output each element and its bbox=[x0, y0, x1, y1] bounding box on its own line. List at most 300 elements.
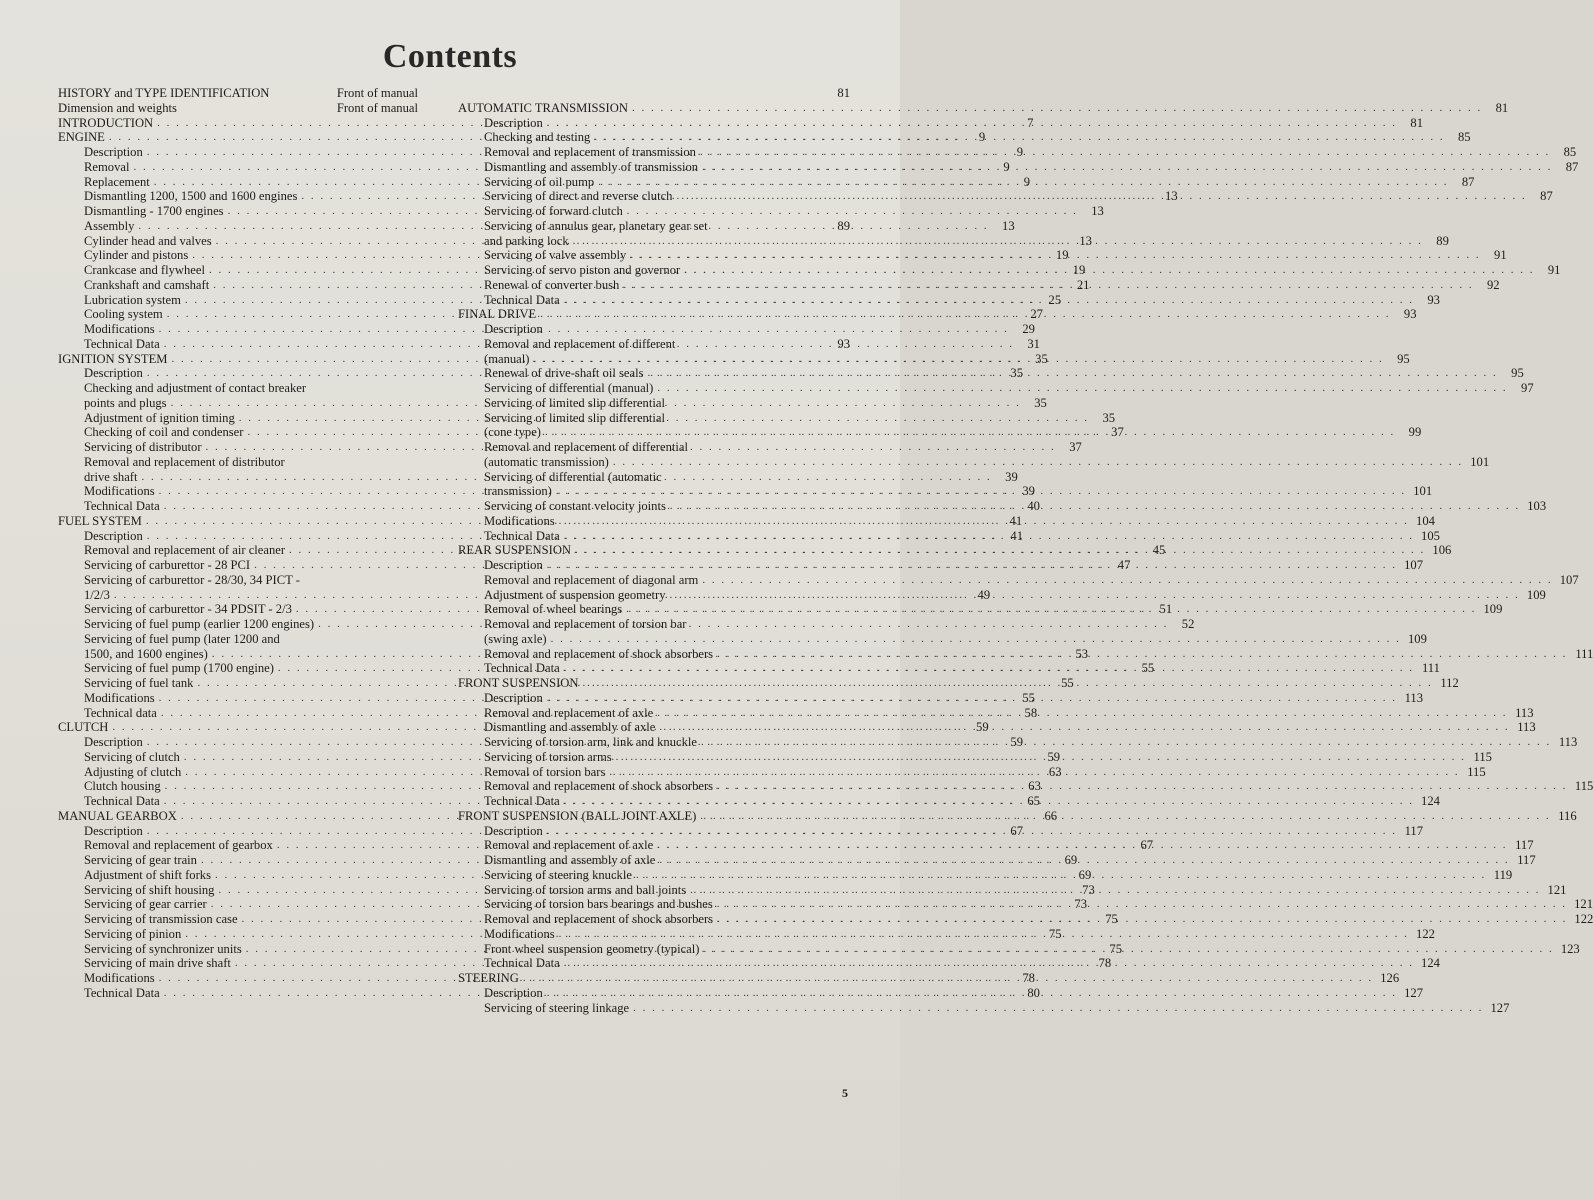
toc-leader-dots bbox=[717, 897, 1567, 912]
toc-page-number: 121 bbox=[1547, 882, 1567, 897]
toc-page-number: 113 bbox=[1515, 705, 1534, 720]
toc-page-number: 58 bbox=[1024, 705, 1038, 720]
toc-entry-title: Servicing of constant velocity joints bbox=[484, 499, 666, 513]
toc-entry-title: FRONT SUSPENSION bbox=[458, 676, 579, 690]
toc-leader-dots bbox=[547, 986, 1397, 1001]
toc-page-number: 78 bbox=[1098, 956, 1112, 971]
toc-subsection-entry bbox=[458, 130, 1471, 145]
toc-entry-title: Modifications bbox=[484, 513, 555, 528]
toc-entry-title: FRONT SUSPENSION (BALL JOINT AXLE) bbox=[458, 808, 697, 823]
toc-leader-dots bbox=[583, 676, 1433, 691]
toc-page-number: 35 bbox=[1034, 395, 1047, 410]
toc-entry-title: Servicing of differential (manual) bbox=[484, 381, 654, 395]
toc-page-number: 69 bbox=[1064, 853, 1078, 867]
toc-page-number: 117 bbox=[1515, 838, 1534, 853]
toc-entry-title: Servicing of gear carrier bbox=[84, 897, 207, 912]
toc-leader-dots bbox=[523, 971, 1373, 986]
toc-page-number: 107 bbox=[1559, 572, 1579, 587]
toc-page-number: 103 bbox=[1527, 499, 1547, 513]
toc-leader-dots bbox=[545, 425, 1395, 440]
toc-entry-title: AUTOMATIC TRANSMISSION bbox=[458, 100, 628, 115]
toc-leader-dots bbox=[657, 838, 1507, 853]
toc-leader-dots bbox=[564, 529, 1414, 544]
toc-page-number: 91 bbox=[1494, 248, 1507, 263]
toc-leader-dots bbox=[626, 602, 1476, 617]
toc-entry-title: Clutch housing bbox=[84, 779, 161, 794]
toc-entry-title: (swing axle) bbox=[484, 631, 547, 646]
toc-leader-dots bbox=[547, 824, 1397, 839]
toc-leader-dots bbox=[717, 647, 1567, 662]
toc-entry-title: Crankcase and flywheel bbox=[84, 263, 205, 277]
toc-entry-title: ENGINE bbox=[58, 130, 105, 145]
toc-leader-dots bbox=[547, 116, 1397, 131]
toc-entry-title: Modifications bbox=[84, 690, 155, 705]
toc-leader-dots bbox=[616, 750, 1466, 765]
toc-leader-dots bbox=[684, 263, 1534, 278]
toc-leader-dots bbox=[564, 661, 1414, 676]
toc-leader-dots bbox=[717, 779, 1567, 794]
toc-page-number: 117 bbox=[1517, 853, 1536, 867]
toc-page-number: 55 bbox=[1141, 661, 1155, 676]
toc-leader-dots bbox=[609, 765, 1459, 780]
toc-leader-dots bbox=[564, 956, 1414, 971]
toc-leader-dots bbox=[647, 366, 1497, 381]
toc-subsection-entry bbox=[458, 631, 1427, 647]
toc-entry-title: Cooling system bbox=[84, 307, 163, 322]
toc-entry-title: (manual) bbox=[484, 351, 530, 366]
toc-leader-dots bbox=[630, 248, 1480, 263]
toc-entry-title: Servicing of steering linkage bbox=[484, 1000, 630, 1015]
toc-entry-title: Servicing of fuel tank bbox=[84, 676, 194, 690]
toc-subsection-entry bbox=[58, 632, 418, 647]
toc-entry-title: Servicing of gear train bbox=[84, 853, 197, 867]
toc-leader-dots bbox=[659, 720, 1509, 735]
toc-entry-title: Servicing of torsion arms bbox=[484, 749, 612, 764]
toc-entry-title: Servicing of pinion bbox=[84, 926, 182, 941]
toc-page-number: 37 bbox=[1069, 440, 1082, 454]
toc-entry-title: Servicing of shift housing bbox=[84, 882, 215, 897]
toc-subsection-entry bbox=[58, 794, 1040, 809]
toc-leader-dots bbox=[659, 853, 1509, 868]
toc-subsection-entry bbox=[458, 145, 1577, 160]
toc-page-number: 39 bbox=[1022, 484, 1035, 499]
toc-section-entry bbox=[58, 86, 418, 101]
toc-entry-title: Removal of wheel bearings bbox=[484, 602, 623, 617]
toc-page-number: 40 bbox=[1027, 499, 1040, 513]
toc-entry-title: Front wheel suspension geometry (typical) bbox=[484, 941, 700, 956]
toc-entry-title: Removal and replacement of different bbox=[484, 336, 676, 351]
toc-page-number: 9 bbox=[1023, 174, 1030, 189]
toc-entry-title: Removal and replacement of transmission bbox=[484, 145, 696, 159]
toc-subsection-entry bbox=[458, 204, 850, 219]
toc-entry-title: Removal of torsion bars bbox=[484, 764, 606, 779]
toc-entry-title: Adjusting of clutch bbox=[84, 764, 182, 779]
toc-page-number: 93 bbox=[1427, 292, 1440, 307]
toc-page-number: 112 bbox=[1440, 676, 1459, 690]
toc-leader-dots bbox=[594, 130, 1444, 145]
toc-entry-title: Description bbox=[484, 985, 543, 1000]
toc-subsection-entry bbox=[458, 174, 1475, 190]
toc-entry-title: Technical Data bbox=[84, 794, 160, 808]
toc-entry-title: Technical Data bbox=[84, 499, 160, 513]
toc-entry-title: Servicing of torsion bars bearings and bushes bbox=[484, 897, 713, 912]
toc-page-number: 115 bbox=[1473, 749, 1492, 764]
toc-entry-title: Modifications bbox=[84, 322, 155, 336]
toc-leader-dots bbox=[670, 499, 1520, 514]
toc-page-number: 45 bbox=[1152, 543, 1166, 558]
toc-entry-title: Technical Data bbox=[484, 956, 560, 971]
toc-entry-title: Removal and replacement of diagonal arm bbox=[484, 572, 699, 587]
toc-entry-title: Modifications bbox=[484, 926, 555, 941]
toc-entry-title: Servicing of differential (automatic bbox=[484, 469, 662, 484]
toc-leader-dots bbox=[676, 189, 1526, 204]
toc-page-number: 111 bbox=[1575, 646, 1593, 661]
toc-entry-title: Technical data bbox=[84, 705, 157, 720]
toc-page-number: 124 bbox=[1421, 794, 1440, 808]
toc-page-number: 51 bbox=[1159, 602, 1173, 617]
toc-entry-title: Dimension and weights bbox=[58, 100, 177, 115]
toc-subsection-entry bbox=[458, 411, 850, 426]
toc-page-number: Front of manual bbox=[336, 100, 418, 115]
toc-entry-title: Servicing of fuel pump (1700 engine) bbox=[84, 661, 274, 676]
toc-page-number: 123 bbox=[1560, 941, 1580, 956]
toc-page-number: 13 bbox=[1165, 189, 1178, 204]
toc-entry-title: Servicing of torsion arm, link and knuckle bbox=[484, 735, 697, 749]
toc-entry-title: (automatic transmission) bbox=[484, 454, 609, 469]
toc-entry-title: Removal and replacement of gearbox bbox=[84, 838, 273, 853]
toc-page-number: 41 bbox=[1010, 528, 1024, 543]
toc-page-number: 59 bbox=[976, 720, 989, 735]
toc-entry-title: FUEL SYSTEM bbox=[58, 513, 142, 528]
page-title: Contents bbox=[382, 38, 518, 75]
toc-section-entry bbox=[58, 101, 418, 116]
toc-entry-title: Technical Data bbox=[484, 292, 560, 307]
toc-page-number: 85 bbox=[1457, 130, 1471, 145]
toc-page-number: 116 bbox=[1558, 808, 1577, 823]
toc-entry-title: Servicing of carburettor - 34 PDSIT - 2/3 bbox=[84, 602, 292, 617]
toc-leader-dots bbox=[564, 293, 1414, 308]
toc-page-number: 75 bbox=[1048, 926, 1062, 941]
toc-entry-title: Description bbox=[484, 690, 543, 705]
toc-leader-dots bbox=[613, 455, 1463, 470]
toc-entry-title: Technical Data bbox=[84, 336, 160, 351]
toc-entry-title: Servicing of fuel pump (later 1200 and bbox=[84, 631, 280, 646]
toc-page-number: 101 bbox=[1413, 484, 1433, 499]
toc-entry-title: MANUAL GEARBOX bbox=[58, 808, 177, 823]
toc-subsection-entry bbox=[458, 1000, 1510, 1016]
toc-entry-title: INTRODUCTION bbox=[58, 115, 154, 130]
toc-entry-title: 1500, and 1600 engines) bbox=[84, 646, 208, 661]
toc-entry-title: Removal and replacement of shock absorbers bbox=[484, 646, 714, 661]
toc-subsection-entry bbox=[458, 337, 850, 352]
toc-entry-title: Dismantling 1200, 1500 and 1600 engines bbox=[84, 189, 298, 204]
toc-page-number: 63 bbox=[1048, 764, 1062, 779]
toc-entry-title: Servicing of limited slip differential bbox=[484, 395, 665, 410]
toc-page-number: 106 bbox=[1432, 543, 1452, 558]
toc-page-number: 73 bbox=[1074, 897, 1087, 912]
toc-page-number: 127 bbox=[1490, 1000, 1510, 1015]
toc-page-number: 59 bbox=[1047, 749, 1061, 764]
toc-subsection-entry bbox=[458, 572, 1579, 588]
toc-page-number: 81 bbox=[1495, 100, 1509, 115]
toc-leader-dots bbox=[540, 307, 1390, 322]
toc-page-number: 107 bbox=[1404, 558, 1424, 572]
toc-entry-title: Adjustment of ignition timing bbox=[84, 410, 235, 425]
toc-page-number: 87 bbox=[1565, 159, 1579, 174]
toc-entry-title: Dismantling and assembly of axle bbox=[484, 720, 656, 735]
toc-leader-dots bbox=[717, 912, 1567, 927]
toc-page-number: 113 bbox=[1558, 735, 1578, 749]
toc-subsection-entry bbox=[458, 617, 850, 632]
toc-entry-title: Servicing of direct and reverse clutch bbox=[484, 189, 673, 204]
toc-leader-dots bbox=[700, 145, 1550, 160]
toc-leader-dots bbox=[701, 735, 1551, 750]
toc-entry-title: Description bbox=[484, 115, 543, 130]
toc-page-number: 13 bbox=[1091, 204, 1104, 218]
toc-entry-title: Cylinder head and valves bbox=[84, 233, 212, 248]
toc-leader-dots bbox=[559, 927, 1409, 942]
toc-page-number: 67 bbox=[1010, 823, 1024, 838]
toc-entry-title: Replacement bbox=[84, 174, 150, 189]
toc-leader-dots bbox=[573, 234, 1423, 249]
toc-entry-title: Servicing of distributor bbox=[84, 440, 202, 454]
toc-subsection-entry bbox=[58, 381, 418, 396]
toc-entry-title: Removal bbox=[84, 159, 130, 174]
toc-entry-title: Dismantling and assembly of transmission bbox=[484, 159, 699, 174]
toc-subsection-entry bbox=[458, 454, 1490, 470]
toc-leader-dots bbox=[559, 514, 1409, 529]
toc-page-number: 9 bbox=[1016, 145, 1024, 159]
toc-entry-title: REAR SUSPENSION bbox=[458, 543, 572, 558]
toc-entry-title: Servicing of annulus gear, planetary gear set bbox=[484, 218, 708, 233]
toc-page-number: 87 bbox=[1540, 189, 1553, 204]
toc-page-number: 95 bbox=[1397, 351, 1410, 366]
toc-page-number: 93 bbox=[837, 336, 850, 351]
toc-page-number: 113 bbox=[1517, 720, 1536, 735]
toc-page-number: 124 bbox=[1421, 956, 1440, 971]
toc-page-number: 109 bbox=[1526, 587, 1546, 602]
toc-page-number: 122 bbox=[1574, 912, 1593, 926]
toc-page-number: 113 bbox=[1404, 690, 1424, 705]
toc-leader-dots bbox=[533, 352, 1383, 367]
toc-page-number: 27 bbox=[1030, 307, 1043, 322]
toc-entry-title: transmission) bbox=[484, 484, 552, 499]
toc-entry-title: Modifications bbox=[84, 484, 155, 499]
toc-page-number: 55 bbox=[1061, 676, 1074, 690]
toc-entry-title: Cylinder and pistons bbox=[84, 248, 189, 263]
toc-page-number: 80 bbox=[1027, 985, 1040, 1000]
toc-leader-dots bbox=[703, 942, 1553, 957]
toc-entry-title: Checking of coil and condenser bbox=[84, 425, 244, 440]
toc-entry-title: Removal and replacement of axle bbox=[484, 838, 654, 853]
toc-entry-title: Servicing of main drive shaft bbox=[84, 956, 231, 971]
toc-entry-title: Servicing of steering knuckle bbox=[484, 867, 632, 882]
toc-page-number: 13 bbox=[1079, 233, 1092, 248]
toc-entry-title: Adjustment of suspension geometry bbox=[484, 587, 666, 602]
toc-leader-dots bbox=[564, 794, 1414, 809]
toc-page-number: 37 bbox=[1111, 425, 1124, 440]
toc-entry-title: points and plugs bbox=[84, 395, 167, 410]
toc-entry-title: Removal and replacement of torsion bar bbox=[484, 617, 687, 631]
toc-entry-title: Servicing of transmission case bbox=[84, 912, 238, 926]
toc-page-number: 104 bbox=[1416, 513, 1435, 528]
toc-subsection-entry bbox=[458, 396, 850, 411]
toc-leader-dots bbox=[547, 558, 1397, 573]
toc-page-number: 65 bbox=[1027, 794, 1040, 808]
toc-page-number: 55 bbox=[1022, 690, 1035, 705]
toc-page-number: 81 bbox=[1410, 115, 1424, 130]
toc-entry-title: IGNITION SYSTEM bbox=[58, 351, 168, 366]
toc-entry-title: Servicing of fuel pump (earlier 1200 engines) bbox=[84, 617, 315, 631]
toc-page-number: 69 bbox=[1078, 867, 1092, 882]
toc-section-entry bbox=[458, 86, 850, 101]
toc-entry-title: HISTORY and TYPE IDENTIFICATION bbox=[58, 86, 270, 100]
toc-page-number: 92 bbox=[1487, 277, 1500, 292]
toc-entry-title: Servicing of limited slip differential bbox=[484, 410, 665, 425]
toc-entry-title: Description bbox=[484, 322, 543, 336]
toc-entry-title: Servicing of valve assembly bbox=[484, 248, 627, 263]
toc-page-number: 52 bbox=[1181, 617, 1195, 631]
toc-page-number: 121 bbox=[1574, 897, 1593, 912]
toc-page-number: 67 bbox=[1140, 838, 1154, 853]
toc-page-number: 109 bbox=[1483, 602, 1503, 617]
toc-page-number: 21 bbox=[1076, 277, 1090, 292]
toc-entry-title: Adjustment of shift forks bbox=[84, 867, 211, 882]
toc-page-number: 75 bbox=[1105, 912, 1118, 926]
toc-entry-title: STEERING bbox=[458, 971, 519, 985]
toc-entry-title: Renewal of drive-shaft oil seals bbox=[484, 366, 644, 381]
toc-entry-title: Description bbox=[484, 558, 543, 572]
toc-page-number: 122 bbox=[1416, 926, 1435, 941]
toc-entry-title: Removal and replacement of axle bbox=[484, 705, 654, 720]
toc-page-number: 31 bbox=[1027, 336, 1040, 351]
toc-subsection-entry bbox=[58, 823, 1024, 839]
toc-subsection-entry bbox=[458, 381, 1534, 396]
toc-subsection-entry bbox=[458, 159, 1579, 175]
toc-page-number: Front of manual bbox=[336, 86, 418, 100]
toc-page-number: 119 bbox=[1493, 867, 1513, 882]
toc-entry-title: Technical Data bbox=[84, 985, 160, 1000]
toc-page-number: 53 bbox=[1075, 646, 1089, 661]
toc-entry-title: Technical Data bbox=[484, 528, 560, 543]
toc-subsection-entry bbox=[458, 115, 1424, 131]
toc-entry-title: Assembly bbox=[84, 218, 135, 233]
toc-page-number: 49 bbox=[977, 587, 991, 602]
toc-entry-title: Lubrication system bbox=[84, 292, 181, 307]
toc-page-number: 35 bbox=[1010, 366, 1024, 381]
toc-entry-title: (cone type) bbox=[484, 425, 541, 440]
toc-page-number: 47 bbox=[1117, 558, 1131, 572]
toc-entry-title: Removal and replacement of distributor bbox=[84, 454, 285, 469]
toc-entry-title: and parking lock bbox=[484, 233, 569, 248]
toc-entry-title: Checking and testing bbox=[484, 130, 591, 145]
toc-leader-dots bbox=[636, 868, 1486, 883]
toc-page-number: 85 bbox=[1563, 145, 1577, 159]
toc-page-number: 39 bbox=[1005, 469, 1018, 484]
toc-page-number: 105 bbox=[1421, 528, 1440, 543]
toc-leader-dots bbox=[690, 883, 1540, 898]
toc-page-number: 93 bbox=[1403, 307, 1417, 322]
toc-page-number: 89 bbox=[837, 218, 850, 233]
toc-section-entry bbox=[458, 100, 1509, 116]
toc-page-number: 63 bbox=[1028, 779, 1041, 794]
toc-entry-title: FINAL DRIVE bbox=[458, 307, 537, 322]
toc-subsection-entry bbox=[458, 440, 850, 455]
toc-subsection-entry bbox=[458, 219, 850, 234]
toc-leader-dots bbox=[657, 706, 1507, 721]
toc-page-number: 13 bbox=[1002, 218, 1015, 233]
toc-page-number: 115 bbox=[1467, 764, 1486, 779]
toc-page-number: 99 bbox=[1408, 425, 1422, 440]
toc-page-number: 95 bbox=[1511, 366, 1524, 381]
toc-entry-title: Removal and replacement of air cleaner bbox=[84, 543, 286, 558]
toc-page-number: 19 bbox=[1055, 248, 1069, 263]
toc-entry-title: Description bbox=[84, 528, 143, 543]
toc-page-number: 9 bbox=[1003, 159, 1010, 174]
toc-page-number: 25 bbox=[1048, 292, 1062, 307]
toc-subsection-entry bbox=[58, 455, 418, 470]
toc-page-number: 29 bbox=[1022, 322, 1035, 336]
toc-page-number: 89 bbox=[1436, 233, 1449, 248]
toc-leader-dots bbox=[556, 484, 1406, 499]
toc-page-number: 126 bbox=[1380, 971, 1400, 985]
toc-entry-title: Checking and adjustment of contact breaker bbox=[84, 381, 307, 395]
toc-entry-title: Servicing of forward clutch bbox=[484, 204, 623, 218]
toc-leader-dots bbox=[598, 175, 1448, 190]
toc-leader-dots bbox=[702, 160, 1552, 175]
page-number: 5 bbox=[842, 1086, 848, 1100]
toc-page-number: 19 bbox=[1072, 263, 1086, 277]
toc-entry-title: Servicing of carburettor - 28/30, 34 PICT - bbox=[84, 572, 300, 587]
toc-page-number: 109 bbox=[1407, 631, 1427, 646]
toc-leader-dots bbox=[657, 381, 1507, 396]
toc-entry-title: Removal and replacement of shock absorbers bbox=[484, 779, 714, 794]
toc-entry-title: Servicing of clutch bbox=[84, 749, 180, 764]
toc-page-number: 73 bbox=[1082, 882, 1095, 897]
toc-entry-title: Modifications bbox=[84, 971, 155, 985]
toc-leader-dots bbox=[700, 809, 1550, 824]
toc-leader-dots bbox=[623, 278, 1473, 293]
toc-entry-title: Removal and replacement of shock absorbers bbox=[484, 912, 714, 926]
toc-page-number: 35 bbox=[1035, 351, 1048, 366]
toc-entry-title: Dismantling and assembly of axle bbox=[484, 853, 656, 867]
toc-entry-title: CLUTCH bbox=[58, 720, 109, 735]
toc-entry-title: Removal and replacement of differential bbox=[484, 440, 688, 454]
toc-subsection-entry bbox=[458, 470, 850, 485]
toc-page-number: 97 bbox=[1521, 381, 1534, 395]
toc-page-number: 115 bbox=[1574, 779, 1593, 794]
toc-leader-dots bbox=[670, 588, 1520, 603]
toc-entry-title: 1/2/3 bbox=[84, 587, 110, 602]
toc-leader-dots bbox=[633, 1001, 1483, 1016]
toc-entry-title: Description bbox=[84, 145, 143, 159]
toc-entry-title: Technical Data bbox=[484, 661, 560, 676]
toc-page-number: 66 bbox=[1044, 808, 1058, 823]
toc-entry-title: Dismantling - 1700 engines bbox=[84, 204, 224, 218]
toc-leader-dots bbox=[575, 543, 1425, 558]
toc-entry-title: drive shaft bbox=[84, 469, 138, 484]
toc-page-number: 75 bbox=[1109, 941, 1122, 956]
toc-page-number: 117 bbox=[1404, 823, 1424, 838]
toc-page-number: 78 bbox=[1022, 971, 1035, 985]
toc-subsection-entry bbox=[58, 573, 418, 588]
toc-page-number: 101 bbox=[1470, 454, 1490, 469]
toc-leader-dots bbox=[547, 691, 1397, 706]
toc-entry-title: Servicing of torsion arms and ball joints bbox=[484, 882, 687, 897]
toc-leader-dots bbox=[702, 573, 1552, 588]
toc-entry-title: Servicing of oil pump bbox=[484, 174, 595, 189]
toc-page-number: 81 bbox=[837, 86, 850, 100]
